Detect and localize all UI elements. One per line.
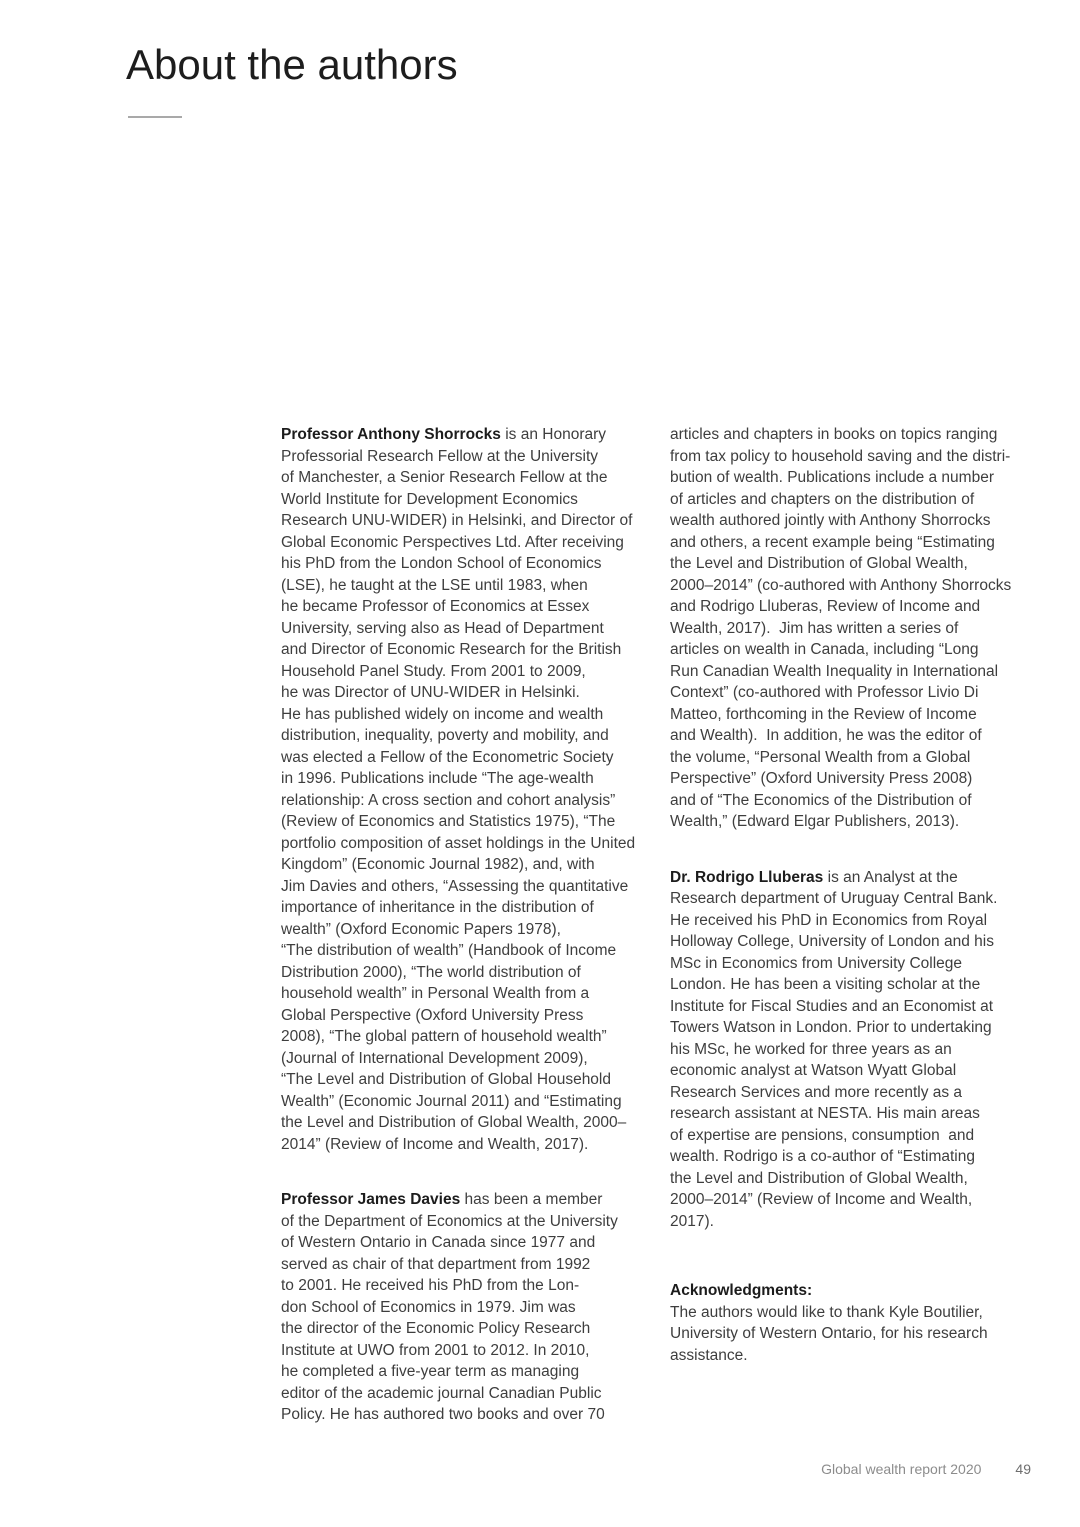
text-line: Institute for Fiscal Studies and an Economist at <box>670 997 994 1015</box>
text-line: bution of wealth. Publications include a number <box>670 469 994 486</box>
text-line: Research Services and more recently as a <box>670 1083 963 1101</box>
text-line: the volume, “Personal Wealth from a Global <box>670 748 971 766</box>
page-title: About the authors <box>126 41 458 88</box>
text-line: the Level and Distribution of Global Wealth, 2000– <box>281 1114 627 1131</box>
right-column <box>670 424 1036 1426</box>
page-footer <box>821 1461 1031 1478</box>
text-line: portfolio composition of asset holdings in the United <box>281 834 636 852</box>
text-line: Context” (co-authored with Professor Livio Di <box>670 684 979 701</box>
bold-lead: Acknowledgments: <box>670 1282 813 1299</box>
text-line: Dr. Rodrigo Lluberas is an Analyst at the <box>670 868 958 886</box>
text-line: he became Professor of Economics at Essex <box>281 598 590 615</box>
text-line: 2017). <box>670 1212 714 1230</box>
text-line: Research department of Uruguay Central Bank. <box>670 890 998 907</box>
text-line: in 1996. Publications include “The age-wealth <box>281 770 594 787</box>
text-line: Kingdom” (Economic Journal 1982), and, with <box>281 856 595 873</box>
text-line: Holloway College, University of London and his <box>670 933 994 950</box>
text-line: of articles and chapters on the distribution of <box>670 490 975 508</box>
davies-bio-continued <box>670 424 1036 833</box>
text-line: 2000–2014” (Review of Income and Wealth, <box>670 1191 973 1208</box>
acknowledgments <box>670 1280 1036 1366</box>
text-line: from tax policy to household saving and the distri- <box>670 447 1011 465</box>
text-line: and Rodrigo Lluberas, Review of Income and <box>670 598 981 615</box>
davies-bio <box>281 1189 647 1426</box>
text-line: 2000–2014” (co-authored with Anthony Shorrocks <box>670 576 1012 594</box>
bold-lead: Professor James Davies <box>281 1191 461 1208</box>
text-line: Jim Davies and others, “Assessing the quantitative <box>281 877 629 895</box>
text-line: World Institute for Development Economics <box>281 490 578 508</box>
text-line: distribution, inequality, poverty and mobility, and <box>281 727 609 744</box>
text-line: was elected a Fellow of the Econometric Society <box>281 748 614 766</box>
text-line: wealth authored jointly with Anthony Shorrocks <box>670 512 991 529</box>
text-line: MSc in Economics from University College <box>670 954 963 972</box>
text-line: economic analyst at Watson Wyatt Global <box>670 1062 957 1079</box>
text-line: Distribution 2000), “The world distribution of <box>281 963 581 981</box>
text-line: he completed a five-year term as managing <box>281 1363 580 1380</box>
left-column <box>281 424 647 1426</box>
text-line: “The distribution of wealth” (Handbook of Income <box>281 942 617 959</box>
text-line: Matteo, forthcoming in the Review of Income <box>670 705 977 723</box>
text-line: editor of the academic journal Canadian Public <box>281 1384 602 1402</box>
text-line: articles on wealth in Canada, including “Long <box>670 641 979 658</box>
footer-report-name: Global wealth report 2020 <box>821 1461 982 1477</box>
text-line: University, serving also as Head of Department <box>281 619 604 637</box>
text-line: Global Economic Perspectives Ltd. After receiving <box>281 533 624 551</box>
text-line: the Level and Distribution of Global Wealth, <box>670 1169 968 1187</box>
shorrocks-bio <box>281 424 647 1155</box>
text-line: (Review of Economics and Statistics 1975), “The <box>281 813 616 830</box>
footer-page-number: 49 <box>1015 1461 1031 1477</box>
text-line: 2014” (Review of Income and Wealth, 2017). <box>281 1135 589 1153</box>
text-line: of the Department of Economics at the University <box>281 1212 618 1230</box>
text-line: University of Western Ontario, for his research <box>670 1325 988 1342</box>
text-line: relationship: A cross section and cohort analysis” <box>281 791 616 809</box>
text-line: his PhD from the London School of Economics <box>281 555 602 572</box>
text-line: Professor Anthony Shorrocks is an Honorary <box>281 426 607 443</box>
text-line: Global Perspective (Oxford University Press <box>281 1006 584 1024</box>
text-line: The authors would like to thank Kyle Boutilier, <box>670 1303 983 1321</box>
text-line: Household Panel Study. From 2001 to 2009, <box>281 662 586 680</box>
bold-lead: Dr. Rodrigo Lluberas <box>670 868 824 886</box>
text-line: of Western Ontario in Canada since 1977 and <box>281 1234 596 1251</box>
text-line: Policy. He has authored two books and over 70 <box>281 1406 605 1423</box>
text-line: importance of inheritance in the distribution of <box>281 899 594 916</box>
text-line: Wealth,” (Edward Elgar Publishers, 2013). <box>670 813 960 830</box>
text-line: London. He has been a visiting scholar at the <box>670 976 981 993</box>
bold-lead: Professor Anthony Shorrocks <box>281 426 501 443</box>
text-line: Professorial Research Fellow at the University <box>281 447 599 465</box>
text-line: wealth. Rodrigo is a co-author of “Estimating <box>670 1148 975 1165</box>
text-line: 2008), “The global pattern of household wealth” <box>281 1028 607 1045</box>
text-line: and Director of Economic Research for the British <box>281 641 622 658</box>
text-line: his MSc, he worked for three years as an <box>670 1040 952 1058</box>
text-line: Wealth, 2017). Jim has written a series of <box>670 619 959 637</box>
text-line: and Wealth). In addition, he was the editor of <box>670 727 982 744</box>
text-line: Towers Watson in London. Prior to undertaking <box>670 1019 992 1036</box>
text-line: He has published widely on income and wealth <box>281 705 604 723</box>
text-line: “The Level and Distribution of Global Household <box>281 1071 611 1088</box>
text-line: the Level and Distribution of Global Wealth, <box>670 555 968 572</box>
text-line: the director of the Economic Policy Research <box>281 1320 591 1337</box>
content-columns <box>281 424 1036 1426</box>
title-divider-rule <box>128 116 182 118</box>
text-line <box>670 1280 1036 1302</box>
text-line: and others, a recent example being “Estimating <box>670 533 995 551</box>
text-line: research assistant at NESTA. His main areas <box>670 1105 980 1122</box>
text-line: Professor James Davies has been a member <box>281 1191 603 1208</box>
text-line: (Journal of International Development 2009), <box>281 1049 588 1067</box>
lluberas-bio <box>670 867 1036 1233</box>
text-line: of Manchester, a Senior Research Fellow at the <box>281 469 608 486</box>
text-line: and of “The Economics of the Distribution of <box>670 791 972 809</box>
text-line: articles and chapters in books on topics ranging <box>670 426 998 443</box>
text-line: Research UNU-WIDER) in Helsinki, and Director of <box>281 512 633 529</box>
text-line: don School of Economics in 1979. Jim was <box>281 1298 576 1316</box>
text-line: to 2001. He received his PhD from the Lon- <box>281 1277 580 1294</box>
text-line: served as chair of that department from 1992 <box>281 1255 591 1273</box>
text-line: household wealth” in Personal Wealth from a <box>281 985 590 1002</box>
text-line: Wealth” (Economic Journal 2011) and “Estimating <box>281 1092 622 1110</box>
text-line: Perspective” (Oxford University Press 2008) <box>670 770 973 787</box>
text-line: (LSE), he taught at the LSE until 1983, when <box>281 576 588 594</box>
text-line: Institute at UWO from 2001 to 2012. In 2010, <box>281 1341 590 1359</box>
text-line: he was Director of UNU-WIDER in Helsinki. <box>281 684 580 701</box>
text-line: Run Canadian Wealth Inequality in International <box>670 662 999 680</box>
text-line: He received his PhD in Economics from Royal <box>670 911 988 929</box>
text-line: assistance. <box>670 1346 748 1364</box>
text-line: wealth” (Oxford Economic Papers 1978), <box>281 920 561 938</box>
text-line: of expertise are pensions, consumption and <box>670 1126 975 1144</box>
